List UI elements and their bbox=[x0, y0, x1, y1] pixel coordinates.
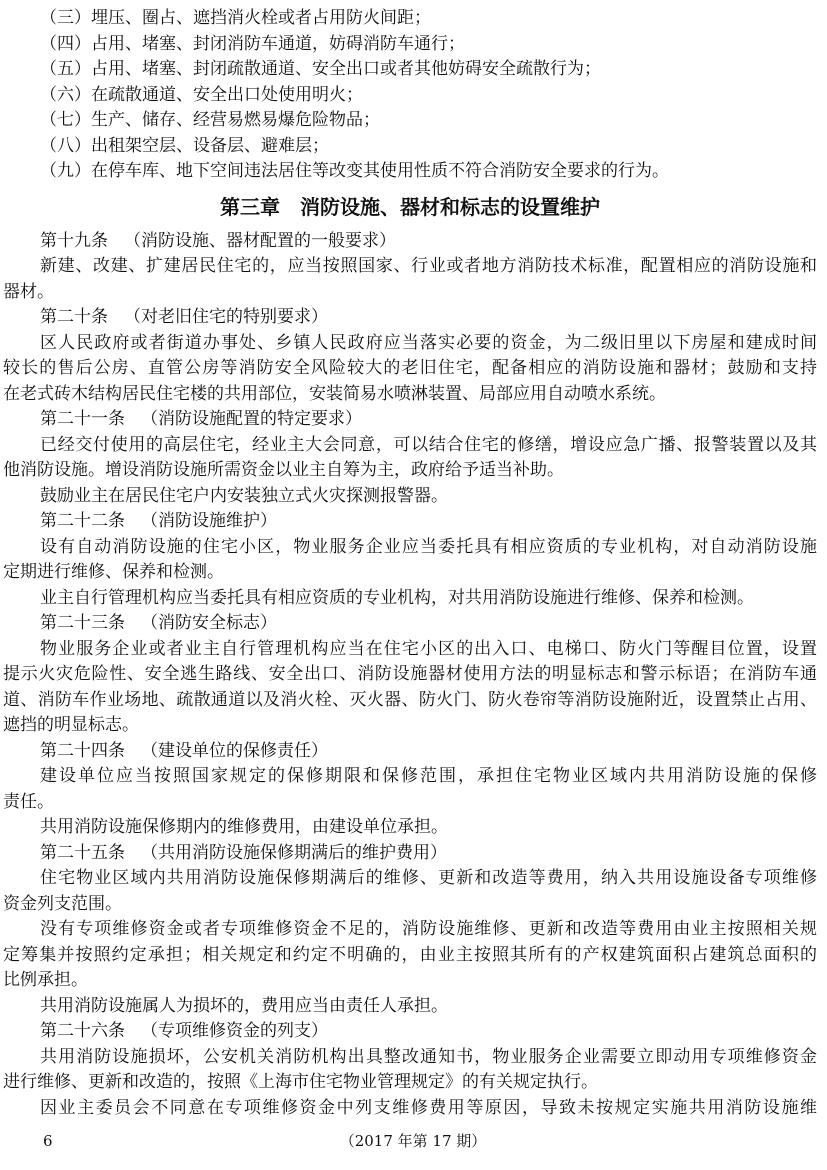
issue-label: （2017 年第 17 期） bbox=[339, 1132, 487, 1150]
paragraph-line: 定筹集并按照约定承担；相关规定和约定不明确的，由业主按照其所有的产权建筑面积占建筑总面积的 bbox=[3, 944, 817, 965]
article-title: （专项维修资金的列支） bbox=[141, 1021, 328, 1041]
paragraph-line: 在老式砖木结构居民住宅楼的共用部位，安装简易水喷淋装置、局部应用自动喷水系统。 bbox=[3, 383, 666, 404]
paragraph-line: 较长的售后公房、直管公房等消防安全风险较大的老旧住宅，配备相应的消防设施和器材；鼓励和支持 bbox=[3, 358, 817, 378]
article-title: （共用消防设施保修期满后的维护费用） bbox=[141, 842, 447, 863]
paragraph-line: 进行维修、更新和改造的，按照《上海市住宅物业管理规定》的有关规定执行。 bbox=[3, 1072, 598, 1092]
paragraph bbox=[3, 331, 817, 408]
article-heading bbox=[3, 1019, 817, 1045]
paragraph-line: 设有自动消防设施的住宅小区，物业服务企业应当委托具有相应资质的专业机构，对自动消防设施 bbox=[40, 536, 817, 557]
article-heading bbox=[3, 611, 817, 637]
article-title: （对老旧住宅的特别要求） bbox=[124, 307, 328, 327]
list-item: （八）出租架空层、设备层、避难层； bbox=[40, 135, 329, 156]
article-number: 第二十二条 bbox=[40, 511, 125, 531]
article-heading bbox=[3, 841, 817, 867]
paragraph bbox=[3, 433, 817, 484]
article-heading bbox=[3, 509, 817, 535]
article-number: 第二十六条 bbox=[40, 1021, 125, 1041]
article-title: （消防安全标志） bbox=[141, 613, 277, 633]
article-title: （消防设施维护） bbox=[141, 511, 277, 531]
article-title: （消防设施配置的特定要求） bbox=[141, 409, 362, 429]
articles bbox=[3, 229, 817, 1122]
paragraph bbox=[3, 637, 817, 739]
article-number: 第十九条 bbox=[40, 230, 108, 251]
page-footer bbox=[0, 1130, 827, 1152]
paragraph-line: 道、消防车作业场地、疏散通道以及消火栓、灭火器、防火门、防火卷帘等消防设施附近，设置禁止占用、 bbox=[3, 689, 817, 710]
article-number: 第二十三条 bbox=[40, 613, 125, 633]
paragraph-line: 区人民政府或者街道办事处、乡镇人民政府应当落实必要的资金，为二级旧里以下房屋和建成时间 bbox=[40, 332, 817, 353]
paragraph-line: 比例承担。 bbox=[3, 970, 88, 990]
paragraph-line: 他消防设施。增设消防设施所需资金以业主自筹为主，政府给予适当补助。 bbox=[3, 460, 564, 480]
paragraph bbox=[3, 815, 817, 841]
article-number: 第二十四条 bbox=[40, 740, 125, 761]
document-page bbox=[3, 6, 817, 1121]
paragraph bbox=[3, 254, 817, 305]
paragraph-line: 遮挡的明显标志。 bbox=[3, 715, 139, 735]
violation-list bbox=[3, 6, 817, 185]
paragraph-line: 器材。 bbox=[3, 281, 54, 302]
list-item: （七）生产、储存、经营易燃易爆危险物品； bbox=[40, 110, 380, 130]
article-title: （建设单位的保修责任） bbox=[141, 740, 328, 761]
paragraph-line: 新建、改建、扩建居民住宅的，应当按照国家、行业或者地方消防技术标准，配置相应的消防设施和 bbox=[40, 256, 817, 276]
list-item: （九）在停车库、地下空间违法居住等改变其使用性质不符合消防安全要求的行为。 bbox=[40, 161, 669, 181]
list-item: （三）埋压、圈占、遮挡消火栓或者占用防火间距； bbox=[40, 8, 431, 28]
article-number: 第二十五条 bbox=[40, 842, 125, 863]
paragraph-line: 提示火灾危险性、安全逃生路线、安全出口、消防设施器材使用方法的明显标志和警示标语；在消防车通 bbox=[3, 664, 817, 684]
article-heading bbox=[3, 407, 817, 433]
paragraph-line: 鼓励业主在居民住宅户内安装独立式火灾探测报警器。 bbox=[40, 485, 448, 506]
list-item: （四）占用、堵塞、封闭消防车通道，妨碍消防车通行； bbox=[40, 33, 465, 54]
paragraph bbox=[3, 1096, 817, 1122]
paragraph-line: 责任。 bbox=[3, 791, 54, 812]
list-item: （五）占用、堵塞、封闭疏散通道、安全出口或者其他妨碍安全疏散行为； bbox=[40, 59, 601, 79]
paragraph bbox=[3, 586, 817, 612]
paragraph-line: 物业服务企业或者业主自行管理机构应当在住宅小区的出入口、电梯口、防火门等醒目位置，设置 bbox=[40, 638, 817, 659]
article-heading bbox=[3, 739, 817, 765]
paragraph bbox=[3, 994, 817, 1020]
paragraph-line: 已经交付使用的高层住宅，经业主大会同意，可以结合住宅的修缮，增设应急广播、报警装置以及其 bbox=[40, 434, 817, 455]
paragraph-line: 定期进行维修、保养和检测。 bbox=[3, 562, 224, 582]
paragraph bbox=[3, 535, 817, 586]
paragraph-line: 因业主委员会不同意在专项维修资金中列支维修费用等原因，导致未按规定实施共用消防设施维 bbox=[40, 1097, 817, 1118]
paragraph bbox=[3, 484, 817, 510]
paragraph bbox=[3, 1045, 817, 1096]
article-heading bbox=[3, 305, 817, 331]
paragraph-line: 业主自行管理机构应当委托具有相应资质的专业机构，对共用消防设施进行维修、保养和检测。 bbox=[40, 587, 754, 608]
paragraph bbox=[3, 917, 817, 994]
paragraph-line: 住宅物业区域内共用消防设施保修期满后的维修、更新和改造等费用，纳入共用设施设备专项维修 bbox=[40, 868, 817, 888]
paragraph-line: 建设单位应当按照国家规定的保修期限和保修范围，承担住宅物业区域内共用消防设施的保修 bbox=[40, 766, 817, 786]
article-heading bbox=[3, 229, 817, 255]
paragraph bbox=[3, 764, 817, 815]
paragraph-line: 没有专项维修资金或者专项维修资金不足的，消防设施维修、更新和改造等费用由业主按照相关规 bbox=[40, 919, 817, 939]
article-title: （消防设施、器材配置的一般要求） bbox=[124, 230, 396, 251]
chapter-title: 第三章 消防设施、器材和标志的设置维护 bbox=[220, 194, 600, 219]
article-number: 第二十条 bbox=[40, 307, 108, 327]
article-number: 第二十一条 bbox=[40, 409, 125, 429]
list-item: （六）在疏散通道、安全出口处使用明火； bbox=[40, 84, 363, 105]
paragraph-line: 共用消防设施属人为损坏的，费用应当由责任人承担。 bbox=[40, 995, 448, 1016]
page-number: 6 bbox=[43, 1132, 53, 1150]
paragraph-line: 共用消防设施保修期内的维修费用，由建设单位承担。 bbox=[40, 817, 448, 837]
paragraph bbox=[3, 866, 817, 917]
paragraph-line: 共用消防设施损坏，公安机关消防机构出具整改通知书，物业服务企业需要立即动用专项维修资金 bbox=[40, 1046, 817, 1067]
paragraph-line: 资金列支范围。 bbox=[3, 893, 122, 914]
